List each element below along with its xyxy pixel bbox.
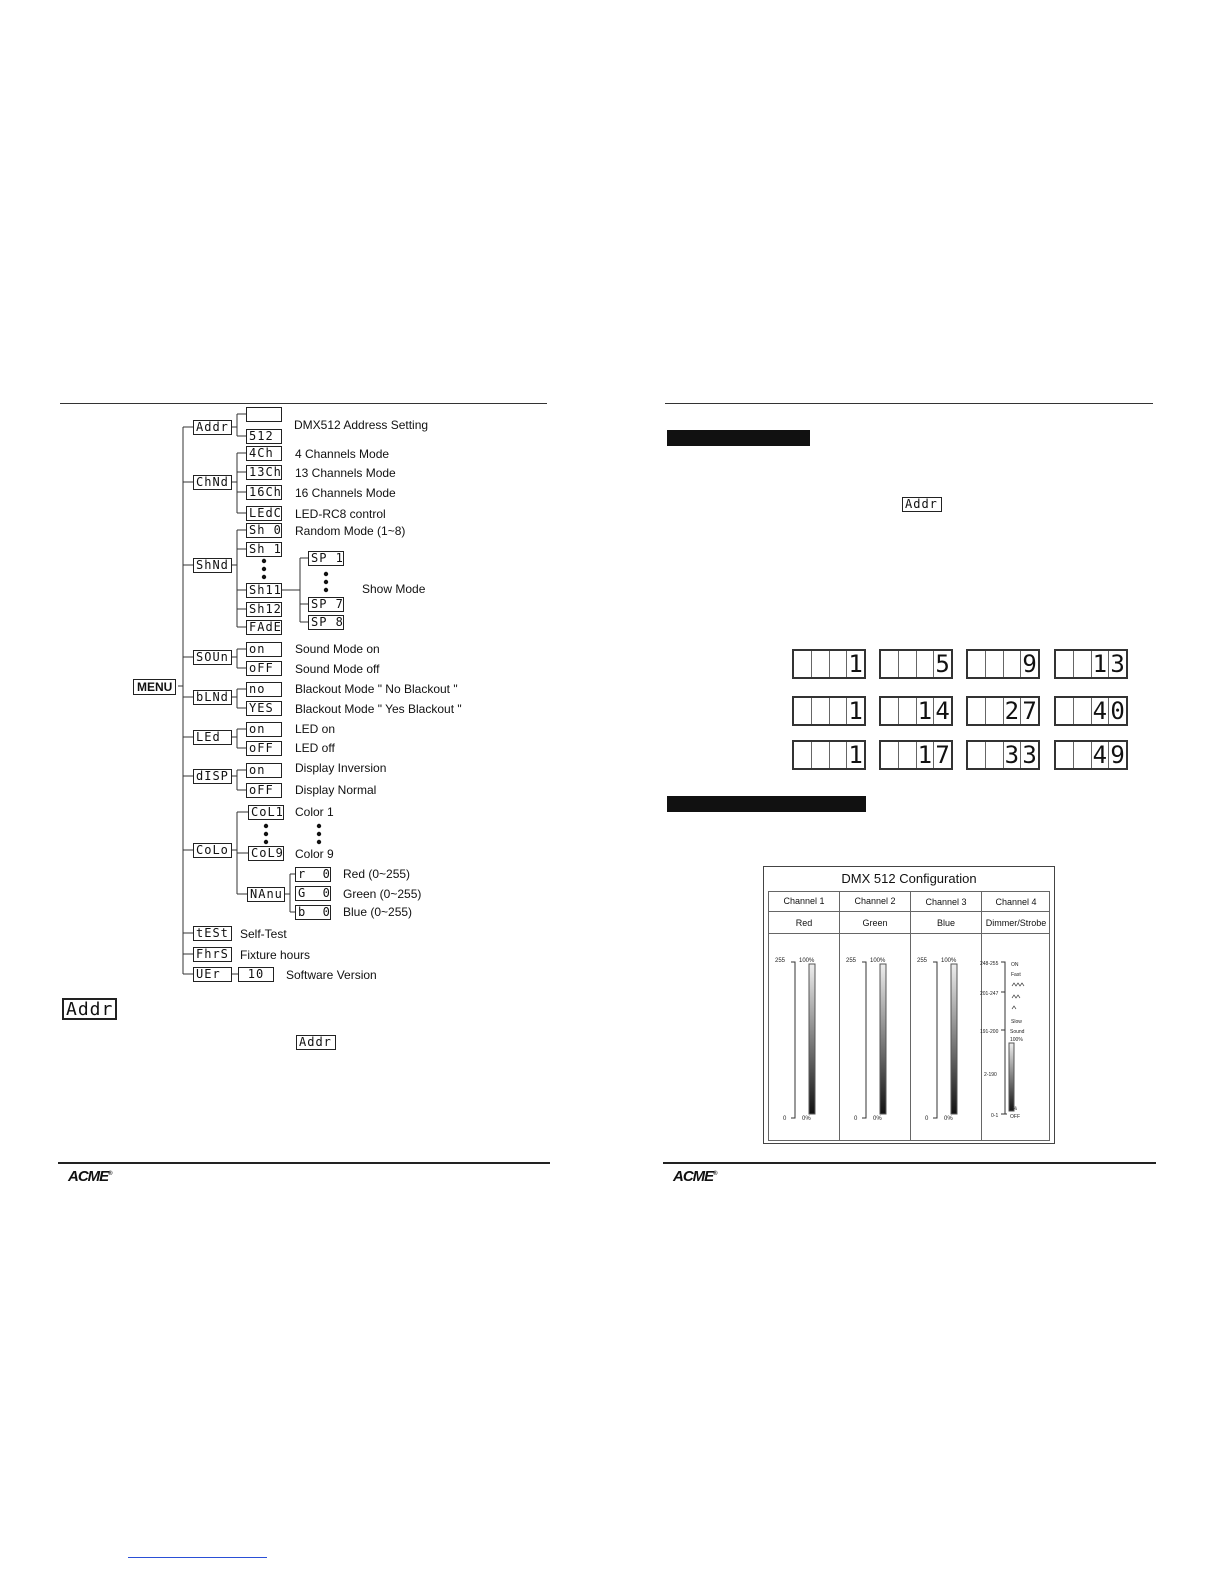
label-display-inversion: Display Inversion bbox=[295, 761, 387, 775]
label-color-1: Color 1 bbox=[295, 805, 334, 819]
address-digit bbox=[1074, 742, 1092, 768]
address-digit bbox=[986, 651, 1004, 677]
ch4-mark-0: 0% bbox=[1010, 1106, 1018, 1112]
address-digit: 5 bbox=[935, 650, 950, 678]
section-heading-bar-2 bbox=[667, 796, 866, 812]
address-digit bbox=[1056, 698, 1074, 724]
address-digit bbox=[968, 742, 986, 768]
lcd-col9: CoL9 bbox=[248, 846, 284, 861]
address-digit bbox=[1074, 651, 1092, 677]
address-display bbox=[966, 696, 1040, 726]
address-display bbox=[879, 649, 953, 679]
lcd-sp1: SP 1 bbox=[308, 551, 344, 566]
label-red: Red (0~255) bbox=[343, 867, 411, 881]
lcd-uer[interactable]: UEr bbox=[193, 967, 232, 982]
ch4-mark-100: 100% bbox=[1010, 1037, 1023, 1043]
acme-logo-right: ACME® bbox=[673, 1168, 717, 1185]
dmx-table-grid bbox=[768, 891, 1050, 1141]
header-rule-right bbox=[665, 403, 1153, 404]
ch3-value-top: 255 bbox=[917, 958, 928, 964]
address-digit bbox=[794, 742, 812, 768]
lcd-ledc: LEdC bbox=[246, 506, 282, 521]
channel-3-function: Blue bbox=[936, 918, 955, 928]
address-digit bbox=[899, 742, 917, 768]
ch4-mark-fast: Fast bbox=[1011, 972, 1021, 978]
acme-logo-left: ACME® bbox=[68, 1168, 112, 1185]
ch1-value-bottom: 0 bbox=[783, 1116, 787, 1122]
lcd-sound-off: oFF bbox=[246, 661, 282, 676]
lcd-test[interactable]: tESt bbox=[193, 926, 232, 941]
lcd-sh12: Sh12 bbox=[246, 602, 282, 617]
address-display bbox=[966, 649, 1040, 679]
address-digit bbox=[1074, 698, 1092, 724]
address-digit bbox=[830, 742, 848, 768]
lcd-disp-on: on bbox=[246, 763, 282, 778]
lcd-sp7: SP 7 bbox=[308, 597, 344, 612]
lcd-blue: b 0 bbox=[295, 905, 331, 920]
ch2-value-bottom: 0 bbox=[854, 1116, 858, 1122]
lcd-fhrs[interactable]: FhrS bbox=[193, 947, 232, 962]
address-digit bbox=[986, 742, 1004, 768]
lcd-blnd[interactable]: bLNd bbox=[193, 690, 232, 705]
addr-icon-inline-right: Addr bbox=[902, 497, 942, 512]
lcd-shnd[interactable]: ShNd bbox=[193, 558, 232, 573]
address-digit: 7 bbox=[1022, 697, 1037, 725]
lcd-sp8: SP 8 bbox=[308, 615, 344, 630]
lcd-sound-on: on bbox=[246, 642, 282, 657]
address-digit: 0 bbox=[1110, 697, 1125, 725]
address-digit bbox=[917, 651, 935, 677]
address-digit bbox=[1056, 742, 1074, 768]
ch3-value-bottom: 0 bbox=[925, 1116, 929, 1122]
address-display bbox=[1054, 649, 1128, 679]
label-16ch: 16 Channels Mode bbox=[295, 486, 396, 500]
address-digit bbox=[968, 698, 986, 724]
label-self-test: Self-Test bbox=[240, 927, 287, 941]
ch2-pct-bottom: 0% bbox=[873, 1116, 882, 1122]
lcd-fade: FAdE bbox=[246, 620, 282, 635]
ch2-pct-top: 100% bbox=[870, 958, 886, 964]
label-13ch: 13 Channels Mode bbox=[295, 466, 396, 480]
addr-icon-inline: Addr bbox=[296, 1035, 336, 1050]
lcd-sh1: Sh 1 bbox=[246, 542, 282, 557]
ch4-mark-on: ON bbox=[1011, 962, 1019, 968]
address-digit: 1 bbox=[917, 742, 935, 768]
lcd-sh11: Sh11 bbox=[246, 583, 282, 598]
label-ledc: LED-RC8 control bbox=[295, 507, 386, 521]
address-digit: 1 bbox=[848, 741, 863, 769]
address-digit: 3 bbox=[1004, 742, 1022, 768]
address-display bbox=[879, 740, 953, 770]
address-digit bbox=[899, 651, 917, 677]
addr-icon-large: Addr bbox=[62, 998, 117, 1020]
address-display bbox=[1054, 696, 1128, 726]
channel-2-header: Channel 2 bbox=[854, 896, 896, 906]
address-display bbox=[966, 740, 1040, 770]
address-digit bbox=[881, 742, 899, 768]
lcd-red: r 0 bbox=[295, 867, 331, 882]
channel-4-function: Dimmer/Strobe bbox=[985, 918, 1047, 928]
address-digit: 9 bbox=[1022, 650, 1037, 678]
label-yes-blackout: Blackout Mode " Yes Blackout " bbox=[295, 702, 462, 716]
lcd-13ch: 13Ch bbox=[246, 465, 282, 480]
label-software-version: Software Version bbox=[286, 968, 377, 982]
address-digit bbox=[812, 698, 830, 724]
address-digit bbox=[812, 651, 830, 677]
footer-rule-left bbox=[58, 1162, 550, 1164]
lcd-chnd[interactable]: ChNd bbox=[193, 475, 232, 490]
address-digit bbox=[1004, 651, 1022, 677]
ch3-pct-bottom: 0% bbox=[944, 1116, 953, 1122]
label-color-9: Color 9 bbox=[295, 847, 334, 861]
address-display bbox=[792, 696, 866, 726]
address-digit bbox=[881, 698, 899, 724]
address-digit: 7 bbox=[935, 741, 950, 769]
ch4-mark-off: OFF bbox=[1010, 1114, 1020, 1120]
address-digit bbox=[1056, 651, 1074, 677]
address-digit bbox=[968, 651, 986, 677]
address-digit: 1 bbox=[1092, 651, 1110, 677]
address-digit bbox=[794, 698, 812, 724]
address-digit bbox=[812, 742, 830, 768]
address-digit bbox=[794, 651, 812, 677]
label-led-off: LED off bbox=[295, 741, 335, 755]
address-digit: 1 bbox=[848, 650, 863, 678]
lcd-sh0: Sh 0 bbox=[246, 523, 282, 538]
address-digit: 4 bbox=[1092, 698, 1110, 724]
ch1-value-top: 255 bbox=[775, 958, 786, 964]
ch4-range-1: 248-255 bbox=[980, 961, 999, 967]
address-digit bbox=[881, 651, 899, 677]
label-dmx-address: DMX512 Address Setting bbox=[294, 418, 429, 432]
lcd-4ch: 4Ch bbox=[246, 446, 282, 461]
ch1-pct-top: 100% bbox=[799, 958, 815, 964]
lcd-addr[interactable]: Addr bbox=[193, 420, 232, 435]
address-digit bbox=[899, 698, 917, 724]
address-digit: 2 bbox=[1004, 698, 1022, 724]
section-heading-bar-1 bbox=[667, 430, 810, 446]
lcd-blackout-yes: YES bbox=[246, 701, 282, 716]
address-digit bbox=[830, 698, 848, 724]
link-underline[interactable] bbox=[128, 1557, 267, 1558]
address-display bbox=[792, 649, 866, 679]
address-digit: 4 bbox=[1092, 742, 1110, 768]
lcd-disp-off: oFF bbox=[246, 783, 282, 798]
address-digit bbox=[830, 651, 848, 677]
lcd-addr-512: 512 bbox=[246, 429, 282, 444]
label-led-on: LED on bbox=[295, 722, 336, 736]
ch2-value-top: 255 bbox=[846, 958, 857, 964]
lcd-manual: NAnu bbox=[247, 887, 285, 902]
strobe-zigzag-icon bbox=[1012, 983, 1024, 1009]
ch4-range-4: 2-190 bbox=[984, 1072, 997, 1078]
ch4-mark-slow: Slow bbox=[1011, 1019, 1022, 1025]
channel-1-header: Channel 1 bbox=[783, 896, 825, 906]
label-fixture-hours: Fixture hours bbox=[240, 948, 311, 962]
address-display bbox=[792, 740, 866, 770]
footer-rule-right bbox=[663, 1162, 1156, 1164]
ch3-pct-top: 100% bbox=[941, 958, 957, 964]
lcd-version-value: 10 bbox=[238, 967, 274, 982]
lcd-16ch: 16Ch bbox=[246, 485, 282, 500]
label-4ch: 4 Channels Mode bbox=[295, 447, 390, 461]
label-display-normal: Display Normal bbox=[295, 783, 377, 797]
address-digit bbox=[986, 698, 1004, 724]
lcd-soun[interactable]: SOUn bbox=[193, 650, 232, 665]
label-sound-off: Sound Mode off bbox=[295, 662, 380, 676]
ch4-range-3: 191-200 bbox=[980, 1029, 999, 1035]
dmx-config-table bbox=[763, 866, 1055, 1144]
channel-4-header: Channel 4 bbox=[995, 897, 1037, 907]
channel-2-function: Green bbox=[862, 918, 888, 928]
lcd-blackout-no: no bbox=[246, 682, 282, 697]
label-blue: Blue (0~255) bbox=[343, 905, 413, 919]
lcd-col1: CoL1 bbox=[248, 805, 284, 820]
address-display bbox=[1054, 740, 1128, 770]
lcd-led-off: oFF bbox=[246, 741, 282, 756]
ch4-mark-sound: Sound bbox=[1010, 1029, 1025, 1035]
label-no-blackout: Blackout Mode " No Blackout " bbox=[295, 682, 458, 696]
address-digit: 4 bbox=[935, 697, 950, 725]
channel-1-function: Red bbox=[795, 918, 813, 928]
address-display bbox=[879, 696, 953, 726]
dmx-range-diagrams bbox=[769, 934, 1049, 1140]
lcd-addr-blank bbox=[246, 407, 282, 422]
lcd-colo[interactable]: CoLo bbox=[193, 843, 232, 858]
lcd-green: G 0 bbox=[295, 886, 331, 901]
label-sound-on: Sound Mode on bbox=[295, 642, 380, 656]
address-digit: 9 bbox=[1110, 741, 1125, 769]
label-green: Green (0~255) bbox=[343, 887, 422, 901]
ch4-range-5: 0-1 bbox=[991, 1113, 999, 1119]
address-digit: 1 bbox=[848, 697, 863, 725]
label-show-mode: Show Mode bbox=[362, 582, 426, 596]
ch4-range-2: 201-247 bbox=[980, 991, 999, 997]
ch1-pct-bottom: 0% bbox=[802, 1116, 811, 1122]
dmx-table-title: DMX 512 Configuration bbox=[841, 871, 977, 886]
lcd-led-on: on bbox=[246, 722, 282, 737]
address-digit: 3 bbox=[1022, 741, 1037, 769]
address-digit: 3 bbox=[1110, 650, 1125, 678]
lcd-disp[interactable]: dISP bbox=[193, 769, 232, 784]
lcd-led[interactable]: LEd bbox=[193, 730, 232, 745]
address-digit: 1 bbox=[917, 698, 935, 724]
label-random-mode: Random Mode (1~8) bbox=[295, 524, 406, 538]
menu-button[interactable]: MENU bbox=[133, 679, 176, 695]
channel-3-header: Channel 3 bbox=[925, 897, 967, 907]
